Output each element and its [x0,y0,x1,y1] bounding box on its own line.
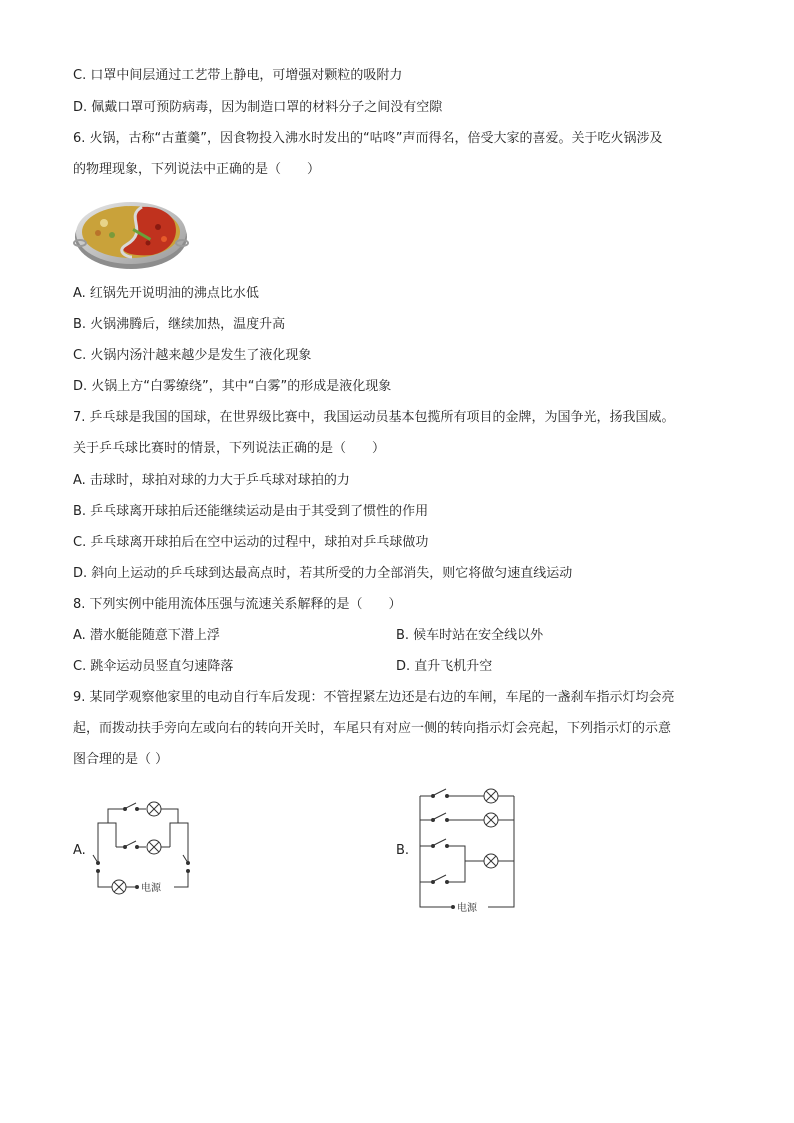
q7-option-b: B. 乒乓球离开球拍后还能继续运动是由于其受到了惯性的作用 [73,504,429,519]
q5-option-c: C. 口罩中间层通过工艺带上静电，可增强对颗粒的吸附力 [73,68,403,83]
food-item [109,232,115,238]
power-terminal [136,886,139,889]
hotpot-image [72,193,190,273]
power-source-label: 电源 [141,883,161,894]
q7-option-a: A. 击球时，球拍对球的力大于乒乓球对球拍的力 [73,473,350,488]
switch-blade [434,813,446,819]
q6-stem-line1: 6. 火锅，古称“古董羹”，因食物投入沸水时发出的“咕咚”声而得名，倍受大家的喜爱。关于吃火锅涉及 [73,131,663,146]
lamp-icon [484,854,498,868]
q6-stem-line2: 的物理现象，下列说法中正确的是（ ） [73,162,321,177]
switch-blade [126,803,136,808]
q8-option-d: D. 直升飞机升空 [396,659,493,674]
wire [170,823,188,863]
figure-a-label: A. [73,843,86,858]
switch-blade [434,839,446,845]
chili-item [155,224,161,230]
wire [98,823,116,863]
q8-option-c: C. 跳伞运动员竖直匀速降落 [73,659,234,674]
figure-b-label: B. [396,843,410,858]
wire [448,870,465,882]
wire [98,871,112,887]
q8-stem: 8. 下列实例中能用流体压强与流速关系解释的是（ ） [73,597,402,612]
q7-option-c: C. 乒乓球离开球拍后在空中运动的过程中，球拍对乒乓球做功 [73,535,429,550]
q7-stem-line2: 关于乒乓球比赛时的情景，下列说法正确的是（ ） [73,441,386,456]
wire [174,871,188,887]
circuit-diagram-a [88,795,198,900]
lamp-icon [484,789,498,803]
lamp-icon [484,813,498,827]
switch-blade [434,875,446,881]
q6-option-d: D. 火锅上方“白雾缭绕”，其中“白雾”的形成是液化现象 [73,379,392,394]
q6-option-a: A. 红锅先开说明油的沸点比水低 [73,286,259,301]
q7-option-d: D. 斜向上运动的乒乓球到达最高点时，若其所受的力全部消失，则它将做匀速直线运动 [73,566,573,581]
q5-option-d: D. 佩戴口罩可预防病毒，因为制造口罩的材料分子之间没有空隙 [73,100,443,115]
q9-stem-line1: 9. 某同学观察他家里的电动自行车后发现：不管捏紧左边还是右边的车闸，车尾的一盏刹车指示灯均会亮 [73,690,675,705]
lamp-icon [147,840,161,854]
wire [420,796,452,907]
chili-item [146,241,151,246]
circuit-diagram-b [410,782,525,914]
lamp-icon [112,880,126,894]
q6-option-b: B. 火锅沸腾后，继续加热，温度升高 [73,317,286,332]
q9-stem-line2: 起，而拨动扶手旁向左或向右的转向开关时，车尾只有对应一侧的转向指示灯会亮起，下列指示灯的示意 [73,721,672,736]
switch-blade [183,855,188,863]
power-terminal [452,906,455,909]
q8-option-a: A. 潜水艇能随意下潜上浮 [73,628,220,643]
power-source-label: 电源 [457,903,477,914]
switch-blade [434,789,446,795]
q6-option-c: C. 火锅内汤汁越来越少是发生了液化现象 [73,348,312,363]
q8-option-b: B. 候车时站在安全线以外 [396,628,544,643]
wire [161,809,178,823]
food-item [95,230,101,236]
wire [108,809,124,823]
switch-blade [126,841,136,846]
lamp-icon [147,802,161,816]
wire [448,846,465,852]
switch-blade [93,855,98,863]
chili-item [161,236,167,242]
q9-stem-line3: 图合理的是（ ） [73,752,169,767]
q7-stem-line1: 7. 乒乓球是我国的国球，在世界级比赛中，我国运动员基本包揽所有项目的金牌，为国争光，扬我国威。 [73,410,675,425]
food-item [100,219,108,227]
wire [465,852,484,861]
